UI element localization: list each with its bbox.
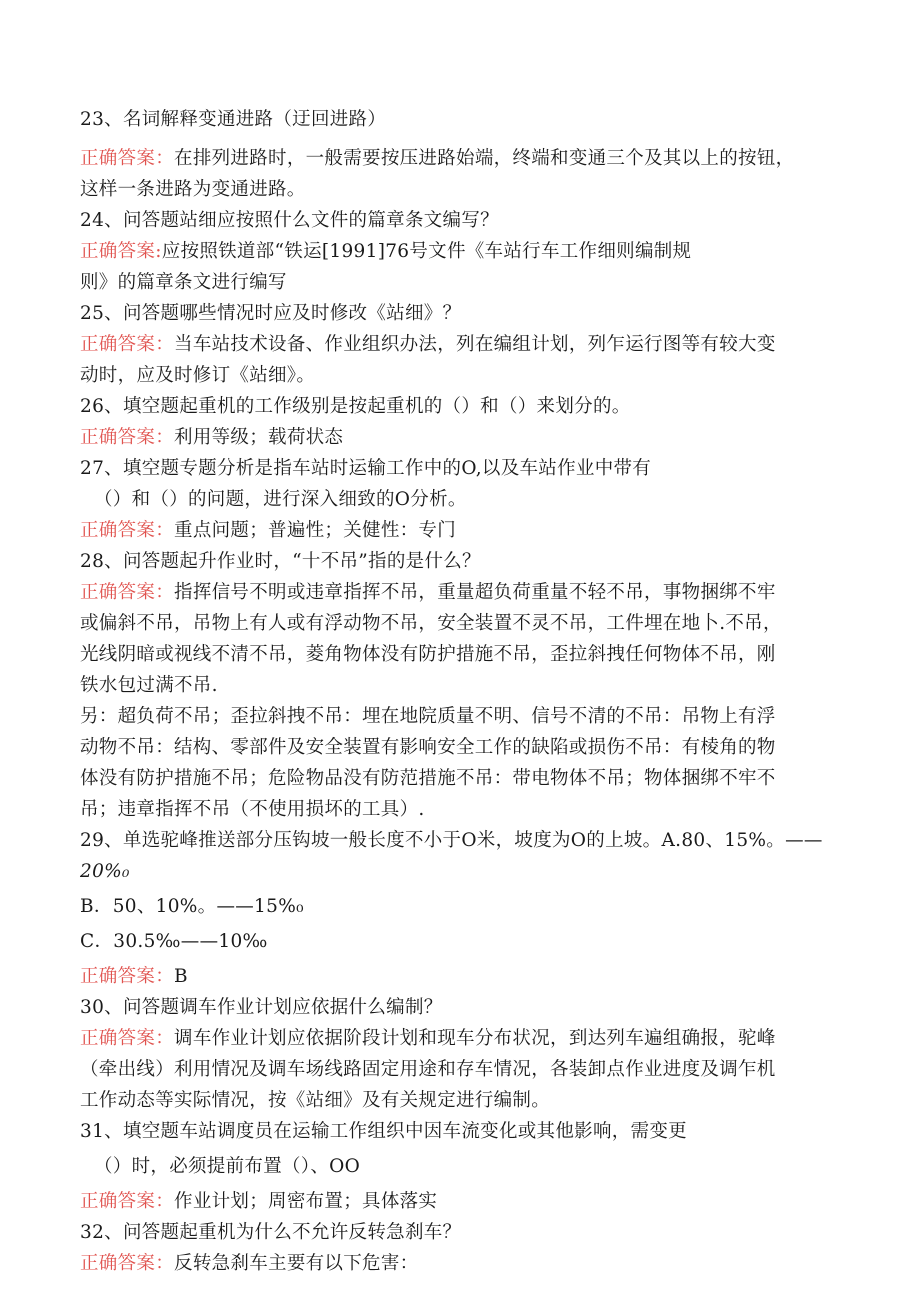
answer-28-extra-line-4: 吊；违章指挥不吊（不使用损坏的工具）.	[80, 799, 425, 820]
question-24: 24、问答题站细应按照什么文件的篇章条文编写？	[80, 210, 499, 231]
answer-24-line-1: 正确答案:应按照铁道部“铁运[1991]76号文件《车站行车工作细则编制规	[80, 241, 692, 262]
answer-25-line-2: 动时，应及时修订《站细》。	[80, 365, 316, 386]
answer-28-extra-line-2: 动物不吊：结构、零部件及安全装置有影响安全工作的缺陷或损伤不吊：有棱角的物	[80, 737, 776, 758]
question-23: 23、名词解释变通进路（迂回进路）	[80, 109, 387, 130]
question-27-line-1: 27、填空题专题分析是指车站时运输工作中的O,以及车站作业中带有	[80, 458, 652, 479]
answer-25-line-1: 正确答案：当车站技术设备、作业组织办法，列在编组计划，列乍运行图等有较大变	[80, 334, 776, 355]
question-25: 25、问答题哪些情况时应及时修改《站细》？	[80, 303, 462, 324]
question-31-line-2: （）时，必须提前布置（）、OO	[94, 1156, 361, 1177]
answer-label: 正确答案：	[80, 1028, 175, 1049]
answer-label: 正确答案：	[80, 427, 175, 448]
question-29-cont: 20%₀	[80, 861, 130, 882]
answer-28-line-1: 正确答案：指挥信号不明或违章指挥不吊，重量超负荷重量不轻不吊，事物捆绑不牢	[80, 582, 776, 603]
question-26: 26、填空题起重机的工作级别是按起重机的（）和（）来划分的。	[80, 396, 631, 417]
answer-23-line-1: 正确答案：在排列进路时，一般需要按压进路始端，终端和变通三个及其以上的按钮，	[80, 148, 795, 169]
question-30: 30、问答题调车作业计划应依据什么编制？	[80, 997, 443, 1018]
question-27-line-2: （）和（）的问题，进行深入细致的O分析。	[94, 489, 467, 510]
answer-27-line-1: 正确答案：重点问题；普遍性；关健性：专门	[80, 520, 457, 541]
answer-23-line-2: 这样一条进路为变通进路。	[80, 179, 306, 200]
answer-label: 正确答案：	[80, 148, 175, 169]
answer-26-line-1: 正确答案：利用等级；载荷状态	[80, 427, 344, 448]
answer-28-extra-line-3: 体没有防护措施不吊；危险物品没有防范措施不吊：带电物体不吊；物体捆绑不牢不	[80, 768, 776, 789]
answer-32-line-1: 正确答案：反转急刹车主要有以下危害：	[80, 1253, 419, 1274]
document-page	[80, 104, 840, 1279]
answer-31-line-1: 正确答案：作业计划；周密布置；具体落实	[80, 1191, 438, 1212]
answer-label: 正确答案：	[80, 966, 175, 987]
answer-label: 正确答案：	[80, 520, 175, 541]
question-29-option-c: C．30.5‰——10‰	[80, 931, 268, 952]
answer-30-line-1: 正确答案：调车作业计划应依据阶段计划和现车分布状况，到达列车遍组确报，驼峰	[80, 1028, 776, 1049]
answer-label: 正确答案：	[80, 1191, 175, 1212]
answer-30-line-3: 工作动态等实际情况，按《站细》及有关规定进行编制。	[80, 1090, 551, 1111]
answer-label: 正确答案:	[80, 241, 162, 262]
question-32: 32、问答题起重机为什么不允许反转急刹车？	[80, 1222, 462, 1243]
answer-label: 正确答案：	[80, 334, 175, 355]
question-28: 28、问答题起升作业时，“十不吊”指的是什么？	[80, 551, 481, 572]
answer-30-line-2: （牵出线）利用情况及调车场线路固定用途和存车情况，各装卸点作业进度及调乍机	[80, 1059, 776, 1080]
question-29-option-b: B．50、10%。——15%₀	[80, 896, 304, 917]
answer-label: 正确答案：	[80, 1253, 175, 1274]
answer-28-line-3: 光线阴暗或视线不清不吊，菱角物体没有防护措施不吊，歪拉斜拽任何物体不吊，刚	[80, 644, 776, 665]
answer-28-extra-line-1: 另：超负荷不吊；歪拉斜拽不吊：埋在地院质量不明、信号不清的不吊：吊物上有浮	[80, 706, 776, 727]
question-29: 29、单选驼峰推送部分压钩坡一般长度不小于O米，坡度为O的上坡。A.80、15%。——	[80, 830, 823, 851]
question-31-line-1: 31、填空题车站调度员在运输工作组织中因车流变化或其他影响，需变更	[80, 1121, 687, 1142]
answer-24-line-2: 则》的篇章条文进行编写	[80, 272, 287, 293]
answer-label: 正确答案：	[80, 582, 175, 603]
answer-28-line-2: 或偏斜不吊，吊物上有人或有浮动物不吊，安全装置不灵不吊，工件埋在地卜.不吊，	[80, 613, 782, 634]
answer-29: 正确答案：B	[80, 966, 188, 987]
answer-28-line-4: 铁水包过满不吊.	[80, 675, 218, 696]
